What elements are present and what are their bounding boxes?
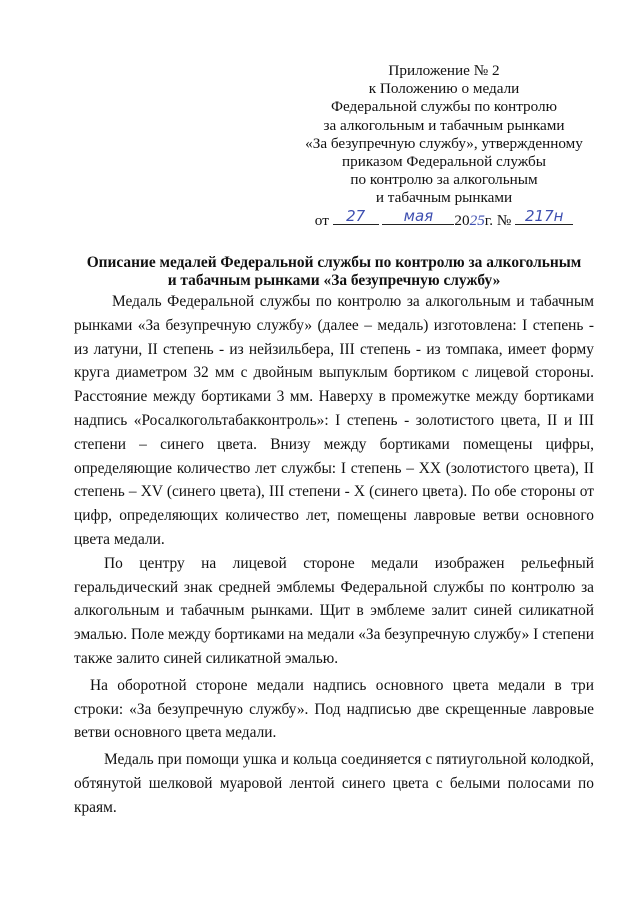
- year-prefix: 20: [454, 211, 470, 229]
- day-field: [333, 208, 379, 225]
- appendix-block: [250, 62, 638, 230]
- paragraph-center-emblem: По центру на лицевой стороне медали изображен рельефный геральдический знак средней эмблемы Федеральной службы по контролю за алкогольным и табачным рынками. Щит в эмблеме залит синей силикатной эмалью. Поле между бортиками на медали «За безупречную службу» I степени также залито синей силикатной эмалью.: [74, 554, 595, 667]
- day-handwritten: 27: [346, 206, 366, 225]
- order-number-field: [515, 208, 573, 225]
- paragraph-front-description: Медаль Федеральной службы по контролю за алкогольным и табачным рынками «За безупречную службу» (далее – медаль) изготовлена: I степень - из латуни, II степень - из нейзильбера, III степень - из томпака, имеет форму круга диаметром 32 мм с двойным выпуклым бортиком с лицевой стороны. Расстояние между бортиками 3 мм. Наверху в промежутке между бортиками надпись «Росалкогольтабакконтроль»: I степень - золотистого цвета, II и III степени – синего цвета. Внизу между бортиками помещены цифры, определяющие количество лет службы: I степень – XX (золотистого цвета), II степень – XV (синего цвета), III степени - X (синего цвета). По обе стороны от цифр, определяющих количество лет, помещены лавровые ветви основного цвета медали.: [74, 293, 594, 548]
- title-line-1: Описание медалей Федеральной службы по контролю за алкогольным: [86, 254, 582, 271]
- month-handwritten: мая: [403, 206, 434, 225]
- appendix-line: за алкогольным и табачным рынками: [323, 116, 565, 134]
- appendix-line: Приложение № 2: [388, 62, 500, 79]
- order-number-handwritten: 217н: [524, 206, 564, 225]
- appendix-line: по контролю за алкогольным: [350, 171, 538, 189]
- year-suffix: г. №: [484, 211, 512, 229]
- appendix-line: «За безупречную службу», утвержденному: [305, 134, 583, 152]
- appendix-line: Федеральной службы по контролю: [331, 98, 557, 116]
- paragraph-mount: Медаль при помощи ушка и кольца соединяется с пятиугольной колодкой, обтянутой шелковой муаровой лентой синего цвета с белыми полосами по краям.: [74, 751, 594, 816]
- appendix-line: и табачным рынками: [375, 189, 513, 207]
- year-handwritten: 25: [469, 211, 485, 229]
- document-body: [74, 290, 594, 820]
- appendix-line: к Положению о медали: [368, 80, 520, 98]
- paragraph-reverse-side: На оборотной стороне медали надпись основного цвета медали в три строки: «За безупречную службу». Под надписью две скрещенные лавровые ветви основного цвета медали.: [74, 676, 594, 742]
- document-title: [60, 254, 608, 290]
- month-field: [382, 208, 454, 225]
- title-line-2: и табачным рынками «За безупречную службу»: [167, 272, 501, 289]
- from-label: от: [314, 211, 329, 229]
- order-date-line: [250, 208, 638, 230]
- appendix-line: приказом Федеральной службы: [342, 153, 546, 171]
